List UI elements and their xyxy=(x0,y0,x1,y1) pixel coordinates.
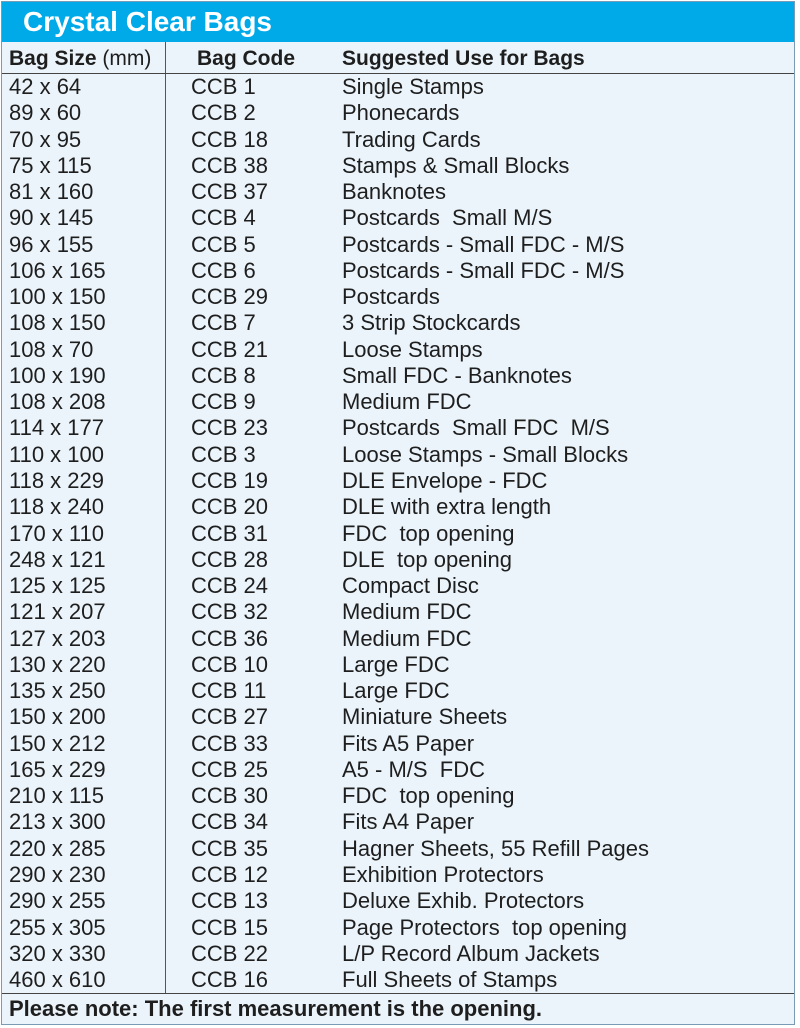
table-row xyxy=(2,415,794,441)
bag-size-cell: 121 x 207 xyxy=(9,599,106,625)
bag-size-cell: 89 x 60 xyxy=(9,100,82,126)
suggested-use-cell: 3 Strip Stockcards xyxy=(342,310,521,336)
bag-code-cell: CCB 7 xyxy=(191,310,256,336)
bag-size-cell: 100 x 190 xyxy=(9,362,106,388)
suggested-use-cell: Single Stamps xyxy=(342,74,484,99)
bag-code-cell: CCB 27 xyxy=(191,704,269,730)
bag-size-cell: 150 x 200 xyxy=(9,704,106,730)
table-row xyxy=(2,494,794,520)
bag-code-cell: CCB 5 xyxy=(191,231,256,257)
suggested-use-cell: Fits A5 Paper xyxy=(342,730,475,756)
suggested-use-cell: Postcards - Small FDC - M/S xyxy=(342,257,625,283)
bag-size-cell: 81 x 160 xyxy=(9,179,94,205)
bag-code-cell: CCB 9 xyxy=(191,389,256,415)
suggested-use-cell: DLE with extra length xyxy=(342,494,552,520)
bag-size-cell: 213 x 300 xyxy=(9,809,106,835)
bag-code-cell: CCB 22 xyxy=(191,940,269,966)
table-row xyxy=(2,232,794,258)
bag-code-cell: CCB 10 xyxy=(191,651,269,677)
bag-code-cell: CCB 19 xyxy=(191,467,269,493)
suggested-use-cell: Stamps & Small Blocks xyxy=(342,152,570,178)
table-header xyxy=(2,46,794,72)
table-row xyxy=(2,862,794,888)
table-row xyxy=(2,468,794,494)
bag-size-cell: 165 x 229 xyxy=(9,756,106,782)
bag-size-cell: 90 x 145 xyxy=(9,205,94,231)
bag-size-cell: 108 x 70 xyxy=(9,336,94,362)
table-row xyxy=(2,205,794,231)
bag-size-cell: 210 x 115 xyxy=(9,783,105,809)
suggested-use-cell: Large FDC xyxy=(342,678,450,704)
table-row xyxy=(2,74,794,100)
table-row xyxy=(2,284,794,310)
table-row xyxy=(2,337,794,363)
suggested-use-cell: Medium FDC xyxy=(342,599,472,625)
bag-size-cell: 42 x 64 xyxy=(9,74,82,99)
bag-size-cell: 460 x 610 xyxy=(9,967,106,993)
bag-code-cell: CCB 36 xyxy=(191,625,269,651)
suggested-use-cell: Miniature Sheets xyxy=(342,704,508,730)
table-row xyxy=(2,731,794,757)
suggested-use-cell: Small FDC - Banknotes xyxy=(342,362,572,388)
bag-code-cell: CCB 30 xyxy=(191,783,269,809)
bag-code-cell: CCB 18 xyxy=(191,126,269,152)
footer-divider xyxy=(2,993,794,994)
bag-size-sheet xyxy=(1,1,795,1025)
bag-size-cell: 135 x 250 xyxy=(9,678,106,704)
bag-size-cell: 108 x 208 xyxy=(9,389,106,415)
table-row xyxy=(2,153,794,179)
table-row xyxy=(2,652,794,678)
bag-size-cell: 114 x 177 xyxy=(9,415,105,441)
bag-code-cell: CCB 21 xyxy=(191,336,269,362)
bag-code-cell: CCB 2 xyxy=(191,100,256,126)
table-row xyxy=(2,626,794,652)
table-row xyxy=(2,809,794,835)
table-row xyxy=(2,599,794,625)
bag-code-cell: CCB 11 xyxy=(191,678,267,704)
suggested-use-cell: Postcards Small FDC M/S xyxy=(342,415,610,441)
table-row xyxy=(2,915,794,941)
bag-code-cell: CCB 6 xyxy=(191,257,256,283)
table-row xyxy=(2,704,794,730)
table-row xyxy=(2,127,794,153)
bag-size-cell: 106 x 165 xyxy=(9,257,106,283)
bag-code-cell: CCB 1 xyxy=(191,74,256,99)
bag-size-cell: 118 x 240 xyxy=(9,494,105,520)
bag-code-cell: CCB 20 xyxy=(191,494,269,520)
table-row xyxy=(2,757,794,783)
bag-size-cell: 290 x 230 xyxy=(9,861,106,887)
bag-code-cell: CCB 29 xyxy=(191,284,269,310)
bag-code-cell: CCB 4 xyxy=(191,205,256,231)
table-row xyxy=(2,258,794,284)
table-row xyxy=(2,573,794,599)
table-row xyxy=(2,941,794,967)
table-row xyxy=(2,389,794,415)
suggested-use-cell: Postcards Small M/S xyxy=(342,205,553,231)
suggested-use-cell: DLE top opening xyxy=(342,546,513,572)
suggested-use-cell: Medium FDC xyxy=(342,389,472,415)
suggested-use-cell: Hagner Sheets, 55 Refill Pages xyxy=(342,835,649,861)
table-row xyxy=(2,836,794,862)
suggested-use-cell: Fits A4 Paper xyxy=(342,809,475,835)
suggested-use-cell: Medium FDC xyxy=(342,625,472,651)
table-row xyxy=(2,100,794,126)
bag-size-cell: 110 x 100 xyxy=(9,441,105,467)
bag-size-cell: 248 x 121 xyxy=(9,546,106,572)
table-row xyxy=(2,179,794,205)
bag-code-cell: CCB 38 xyxy=(191,152,269,178)
bag-code-cell: CCB 3 xyxy=(191,441,256,467)
bag-size-cell: 125 x 125 xyxy=(9,573,106,599)
bag-code-cell: CCB 37 xyxy=(191,179,269,205)
header-bag-size-unit: (mm) xyxy=(102,47,152,70)
header-bag-size xyxy=(9,46,151,72)
table-body xyxy=(2,74,794,993)
suggested-use-cell: FDC top opening xyxy=(342,520,515,546)
bag-size-cell: 150 x 212 xyxy=(9,730,106,756)
table-row xyxy=(2,442,794,468)
suggested-use-cell: Banknotes xyxy=(342,179,446,205)
footer-note: Please note: The first measurement is the opening. xyxy=(9,996,543,1021)
table-row xyxy=(2,363,794,389)
suggested-use-cell: Compact Disc xyxy=(342,573,479,599)
bag-code-cell: CCB 13 xyxy=(191,888,269,914)
bag-code-cell: CCB 15 xyxy=(191,914,269,940)
bag-size-cell: 290 x 255 xyxy=(9,888,106,914)
table-row xyxy=(2,888,794,914)
suggested-use-cell: Postcards xyxy=(342,284,440,310)
bag-size-cell: 100 x 150 xyxy=(9,284,106,310)
bag-size-cell: 170 x 110 xyxy=(9,520,105,546)
header-bag-code: Bag Code xyxy=(197,47,296,70)
bag-code-cell: CCB 12 xyxy=(191,861,269,887)
suggested-use-cell: Phonecards xyxy=(342,100,460,126)
bag-size-cell: 118 x 229 xyxy=(9,467,105,493)
bag-code-cell: CCB 33 xyxy=(191,730,269,756)
suggested-use-cell: Exhibition Protectors xyxy=(342,861,544,887)
suggested-use-cell: Trading Cards xyxy=(342,126,481,152)
bag-code-cell: CCB 24 xyxy=(191,573,269,599)
header-bag-size-label: Bag Size xyxy=(9,47,97,70)
table-row xyxy=(2,521,794,547)
table-row xyxy=(2,967,794,993)
suggested-use-cell: Full Sheets of Stamps xyxy=(342,967,558,993)
table-row xyxy=(2,310,794,336)
table-row xyxy=(2,547,794,573)
bag-code-cell: CCB 35 xyxy=(191,835,269,861)
bag-size-cell: 75 x 115 xyxy=(9,152,92,178)
suggested-use-cell: A5 - M/S FDC xyxy=(342,756,486,782)
bag-code-cell: CCB 8 xyxy=(191,362,256,388)
bag-code-cell: CCB 28 xyxy=(191,546,269,572)
bag-size-cell: 130 x 220 xyxy=(9,651,106,677)
suggested-use-cell: Deluxe Exhib. Protectors xyxy=(342,888,585,914)
bag-code-cell: CCB 25 xyxy=(191,756,269,782)
suggested-use-cell: Large FDC xyxy=(342,651,450,677)
bag-code-cell: CCB 34 xyxy=(191,809,269,835)
suggested-use-cell: L/P Record Album Jackets xyxy=(342,940,600,966)
table-row xyxy=(2,783,794,809)
page-title: Crystal Clear Bags xyxy=(23,6,273,37)
bag-code-cell: CCB 16 xyxy=(191,967,269,993)
title-bar xyxy=(2,2,794,42)
bag-size-cell: 127 x 203 xyxy=(9,625,106,651)
suggested-use-cell: Loose Stamps - Small Blocks xyxy=(342,441,629,467)
bag-code-cell: CCB 23 xyxy=(191,415,269,441)
suggested-use-cell: Loose Stamps xyxy=(342,336,483,362)
bag-code-cell: CCB 32 xyxy=(191,599,269,625)
bag-size-cell: 108 x 150 xyxy=(9,310,106,336)
bag-size-cell: 220 x 285 xyxy=(9,835,106,861)
table-row xyxy=(2,678,794,704)
bag-size-cell: 255 x 305 xyxy=(9,914,106,940)
bag-size-cell: 70 x 95 xyxy=(9,126,82,152)
header-suggested-use: Suggested Use for Bags xyxy=(342,47,585,70)
bag-code-cell: CCB 31 xyxy=(191,520,269,546)
suggested-use-cell: FDC top opening xyxy=(342,783,515,809)
suggested-use-cell: Postcards - Small FDC - M/S xyxy=(342,231,625,257)
bag-size-cell: 320 x 330 xyxy=(9,940,106,966)
suggested-use-cell: Page Protectors top opening xyxy=(342,914,627,940)
bag-size-cell: 96 x 155 xyxy=(9,231,94,257)
suggested-use-cell: DLE Envelope - FDC xyxy=(342,467,548,493)
